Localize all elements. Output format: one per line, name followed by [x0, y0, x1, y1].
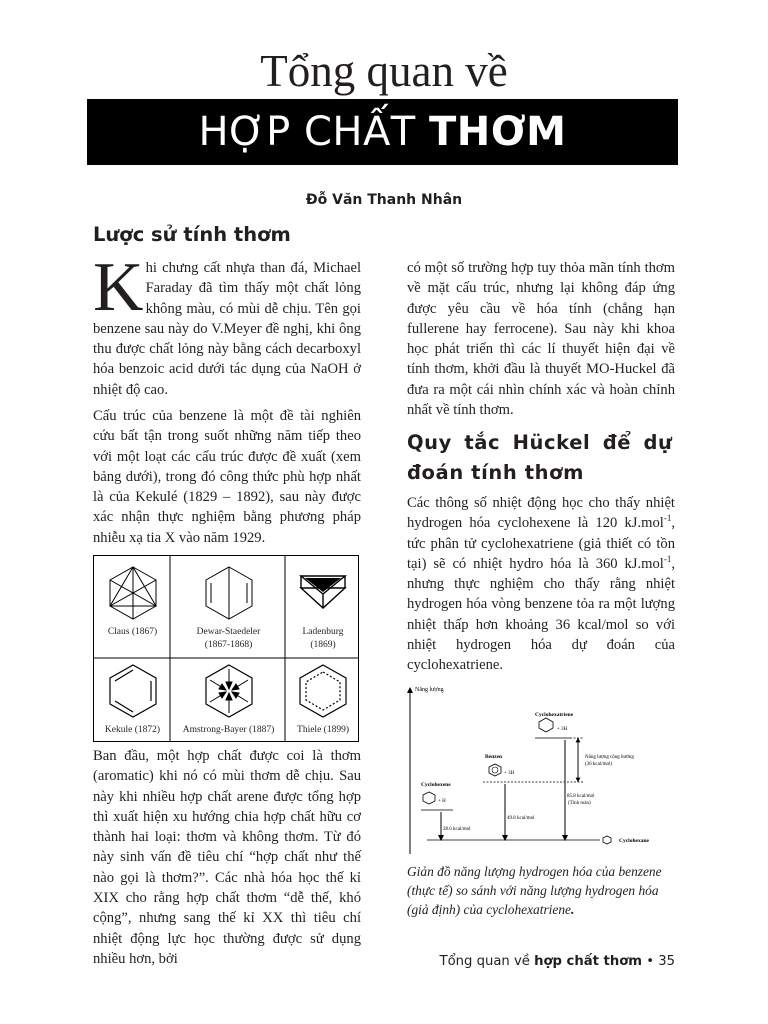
structure-label: Claus (1867) [107, 627, 158, 637]
structure-label: Kekule (1872) [104, 725, 161, 735]
cyclohexatriene-label: Cyclohexatriene [535, 712, 574, 718]
structure-kekule [94, 659, 171, 743]
structure-dewar [171, 556, 286, 659]
title-regular: HỢP CHẤT [198, 109, 429, 155]
cyclohexatriene-h2: + 3H [557, 727, 568, 732]
cyclohexane-icon [603, 836, 611, 844]
structure-label: Dewar-Staedeler [196, 627, 261, 637]
paragraph-2: Cấu trúc của benzene là một đề tài nghiên cứu bất tận trong suốt những năm tiếp theo với một loạt các cấu trúc được đề xuất (xem bảng dưới), trong đó công thức phù hợp nhất là của Kekulé (1829 – 1892), sau này được xác nhận thực nghiệm bằng phương pháp nhiễu xạ tia X vào năm 1929. [93, 408, 361, 546]
author: Đỗ Văn Thanh Nhân [305, 192, 463, 208]
structure-thiele [286, 659, 360, 743]
footer-bold: hợp chất thơm [534, 954, 643, 969]
structure-armstrong-bayer [171, 659, 286, 743]
footer-bullet: • [642, 954, 659, 969]
cyclohexene-icon [423, 792, 435, 804]
armstrong-bayer-structure-icon [199, 662, 259, 720]
structure-ladenburg [286, 556, 360, 659]
heading-line-1: Quy tắc Hückel để dự [407, 431, 673, 454]
huckel-text-b: , tức phân tử cyclohexatriene (giả thiết có tồn tại) sẽ có nhiệt hydro hóa là 360 kJ.mol [407, 515, 675, 572]
value-85-8: 85.8 kcal/mol [567, 794, 595, 799]
benzene-structures-table [93, 555, 359, 742]
heading-line-2: đoán tính thơm [407, 461, 585, 484]
paragraph-1 [93, 249, 361, 400]
structure-label-year: (1869) [310, 640, 336, 650]
thiele-structure-icon [293, 662, 353, 720]
benzene-h2: + 3H [504, 771, 515, 776]
caption-text: Giản đồ năng lượng hydrogen hóa của benzene (thực tế) so sánh với năng lượng hydrogen hóa (giả định) của cyclohexatriene [407, 864, 662, 917]
drop-cap: K [93, 249, 144, 326]
section-heading-huckel [407, 428, 675, 488]
benzene-icon [489, 764, 501, 776]
structure-label: Thiele (1899) [297, 725, 349, 735]
y-axis-label: Năng lượng [415, 687, 444, 693]
paragraph-3: Ban đầu, một hợp chất được coi là thơm (aromatic) khi nó có mùi thơm dễ chịu. Sau này khi nhiều hợp chất arene được tổng hợp thì xuất hiện xu hướng chia hợp chất hữu cơ thành hai loại: thơm và không thơm. Từ đó này sinh vấn đề tiêu chí “hợp chất như thế nào gọi là thơm?”. Các nhà hóa học thế kỉ XIX cho rằng hợp chất thơm “dễ thế, khó cộng”, nhưng sang thế kỉ XX thì tiêu chí nhiệt động lực học thường được sử dụng nhiều hơn, bởi [93, 748, 361, 967]
title-line-1: Tổng quan về [260, 46, 508, 96]
diagram-caption [407, 862, 675, 919]
kekule-structure-icon [103, 662, 163, 720]
cyclohexene-h2: + H [438, 799, 446, 804]
resonance-energy-value: (36 kcal/mol) [585, 762, 613, 767]
benzene-label: Benzen [485, 754, 503, 760]
huckel-text-a: Các thông số nhiệt động học cho thấy nhiệt hydrogen hóa cyclohexene là 120 kJ.mol [407, 495, 675, 532]
caption-dot: . [570, 902, 575, 917]
value-49-8: 49.8 kcal/mol [507, 816, 535, 821]
ladenburg-structure-icon [293, 564, 353, 622]
superscript: -1 [663, 554, 672, 565]
paragraph-huckel [407, 493, 675, 676]
page-number: 35 [658, 954, 675, 969]
huckel-text-c: , nhưng thực nghiệm cho thấy rằng nhiệt hydrogen hóa vòng benzene tỏa ra một lượng nhiệt thấp hơn khoảng 36 kcal/mol so với nhiệt hydrogen hóa dự đoán của cyclohexatriene. [407, 555, 675, 674]
footer-prefix: Tổng quan về [439, 954, 535, 969]
hydrogenation-energy-diagram [405, 682, 675, 860]
cyclohexane-label: Cyclohexane [619, 838, 649, 844]
value-28-6: 28.6 kcal/mol [443, 827, 471, 832]
paragraph-1-text: hi chưng cất nhựa than đá, Michael Faraday đã tìm thấy một chất lỏng không màu, có mùi dễ chịu. Tên gọi benzene sau này do V.Meyer đề nghị, khi ông thu được chất lỏng này bằng cách decarboxyl hóa benzoic acid dưới tác dụng của NaOH ở nhiệt độ cao. [93, 260, 361, 398]
title-bar [87, 99, 678, 165]
paragraph-right-continued: có một số trường hợp tuy thỏa mãn tính thơm về mặt cấu trúc, nhưng lại không đáp ứng được yêu cầu về hóa tính (chẳng hạn fullerene hay ferrocene). Sau này khi khoa học phát triển thì các lí thuyết hiện đại về tính thơm, khởi đầu là thuyết MO-Huckel đã đưa ra một cái nhìn chính xác và hoàn chỉnh nhất về tính thơm. [407, 260, 675, 419]
claus-structure-icon [103, 564, 163, 622]
superscript: -1 [663, 513, 672, 524]
structure-label: Ladenburg [302, 627, 344, 637]
value-85-8-note: (Tính toán) [568, 801, 591, 806]
title-bold: THƠM [428, 109, 567, 155]
dewar-structure-icon [199, 564, 259, 622]
cyclohexene-label: Cyclohexene [421, 782, 451, 788]
structure-label-year: (1867-1868) [204, 640, 253, 650]
resonance-energy-label: Năng lượng cộng hưởng [585, 755, 634, 760]
section-heading-history: Lược sử tính thơm [93, 223, 291, 246]
page-footer [440, 954, 675, 969]
structure-label: Amstrong-Bayer (1887) [182, 725, 275, 735]
cyclohexatriene-icon [539, 718, 553, 732]
structure-claus [94, 556, 171, 659]
